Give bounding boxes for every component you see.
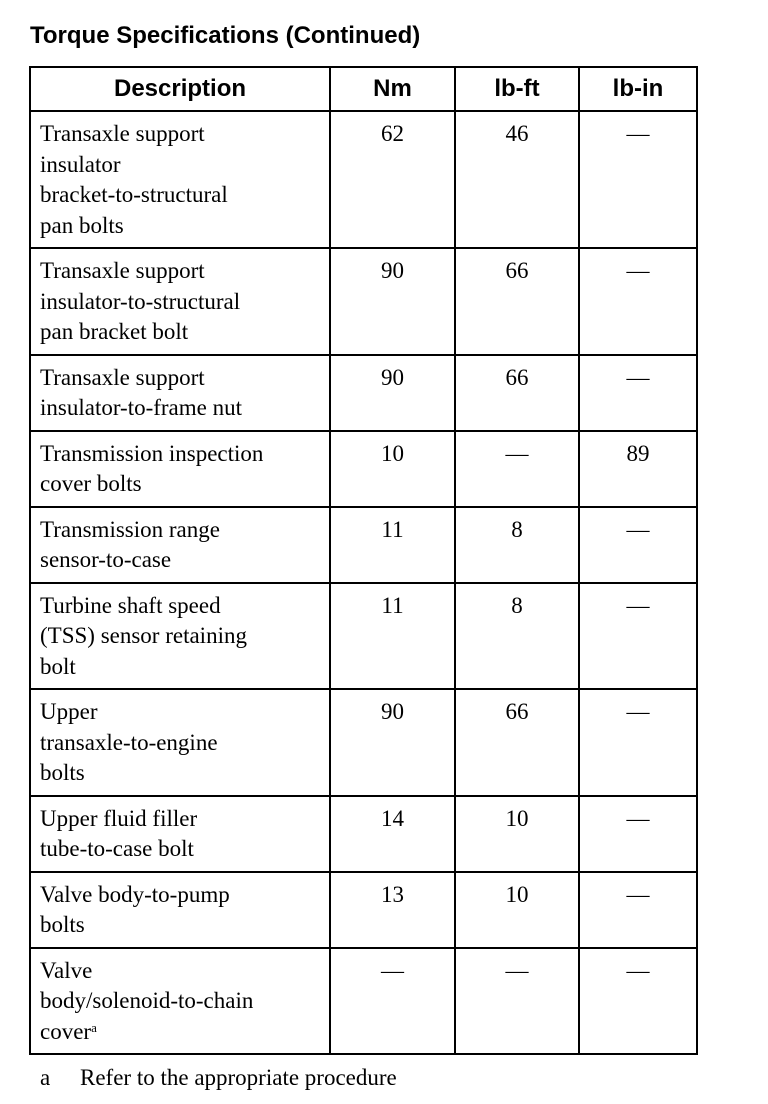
- cell-description: [30, 872, 330, 948]
- table-row: [30, 507, 697, 583]
- footnote-mark: a: [40, 1065, 51, 1090]
- description-text: Turbine shaft speed (TSS) sensor retaining bolt: [40, 592, 247, 679]
- table-row: [30, 948, 697, 1055]
- cell-nm: 13: [330, 872, 455, 948]
- description-text: Transmission inspection cover bolts: [40, 440, 264, 496]
- table-row: [30, 248, 697, 355]
- table-row: [30, 355, 697, 431]
- table-row: [30, 689, 697, 796]
- cell-lb-ft: 8: [455, 507, 579, 583]
- table-row: [30, 872, 697, 948]
- description-text: Transmission range sensor-to-case: [40, 516, 220, 572]
- table-row: [30, 431, 697, 507]
- cell-nm: 11: [330, 583, 455, 690]
- cell-nm: 10: [330, 431, 455, 507]
- cell-lb-in: —: [579, 583, 697, 690]
- cell-lb-in: —: [579, 689, 697, 796]
- cell-lb-in: —: [579, 948, 697, 1055]
- cell-description: [30, 431, 330, 507]
- cell-lb-in: —: [579, 872, 697, 948]
- table-row: [30, 583, 697, 690]
- header-nm: Nm: [330, 67, 455, 111]
- description-text: Valve body/solenoid-to-chain cover: [40, 957, 254, 1044]
- cell-nm: —: [330, 948, 455, 1055]
- cell-description: [30, 111, 330, 248]
- cell-lb-ft: 8: [455, 583, 579, 690]
- footnote: [40, 1062, 397, 1094]
- footnote-reference: a: [91, 1019, 97, 1035]
- table-row: [30, 796, 697, 872]
- description-text: Transaxle support insulator-to-structural pan bracket bolt: [40, 258, 241, 344]
- table-row: [30, 111, 697, 248]
- cell-description: [30, 948, 330, 1055]
- cell-nm: 90: [330, 248, 455, 355]
- torque-spec-table: [29, 66, 698, 1055]
- description-text: Transaxle support insulator bracket-to-structural pan bolts: [40, 121, 228, 238]
- cell-lb-in: —: [579, 355, 697, 431]
- cell-lb-ft: 66: [455, 355, 579, 431]
- cell-nm: 62: [330, 111, 455, 248]
- cell-description: [30, 583, 330, 690]
- cell-nm: 11: [330, 507, 455, 583]
- cell-lb-ft: 10: [455, 872, 579, 948]
- description-text: Upper fluid filler tube-to-case bolt: [40, 805, 198, 861]
- cell-lb-in: —: [579, 248, 697, 355]
- cell-nm: 90: [330, 355, 455, 431]
- cell-nm: 90: [330, 689, 455, 796]
- table-header-row: [30, 67, 697, 111]
- cell-lb-in: —: [579, 111, 697, 248]
- header-lb-ft: lb-ft: [455, 67, 579, 111]
- cell-description: [30, 689, 330, 796]
- cell-nm: 14: [330, 796, 455, 872]
- cell-lb-ft: 66: [455, 689, 579, 796]
- cell-lb-in: —: [579, 507, 697, 583]
- cell-lb-in: 89: [579, 431, 697, 507]
- description-text: Valve body-to-pump bolts: [40, 881, 230, 937]
- cell-description: [30, 796, 330, 872]
- header-description: Description: [30, 67, 330, 111]
- cell-lb-ft: —: [455, 948, 579, 1055]
- cell-lb-in: —: [579, 796, 697, 872]
- cell-lb-ft: 10: [455, 796, 579, 872]
- header-lb-in: lb-in: [579, 67, 697, 111]
- cell-description: [30, 355, 330, 431]
- footnote-text: Refer to the appropriate procedure: [80, 1065, 397, 1090]
- description-text: Transaxle support insulator-to-frame nut: [40, 364, 243, 420]
- page-title: Torque Specifications (Continued): [30, 22, 421, 49]
- cell-lb-ft: 46: [455, 111, 579, 248]
- description-text: Upper transaxle-to-engine bolts: [40, 699, 218, 785]
- cell-lb-ft: 66: [455, 248, 579, 355]
- cell-lb-ft: —: [455, 431, 579, 507]
- cell-description: [30, 507, 330, 583]
- cell-description: [30, 248, 330, 355]
